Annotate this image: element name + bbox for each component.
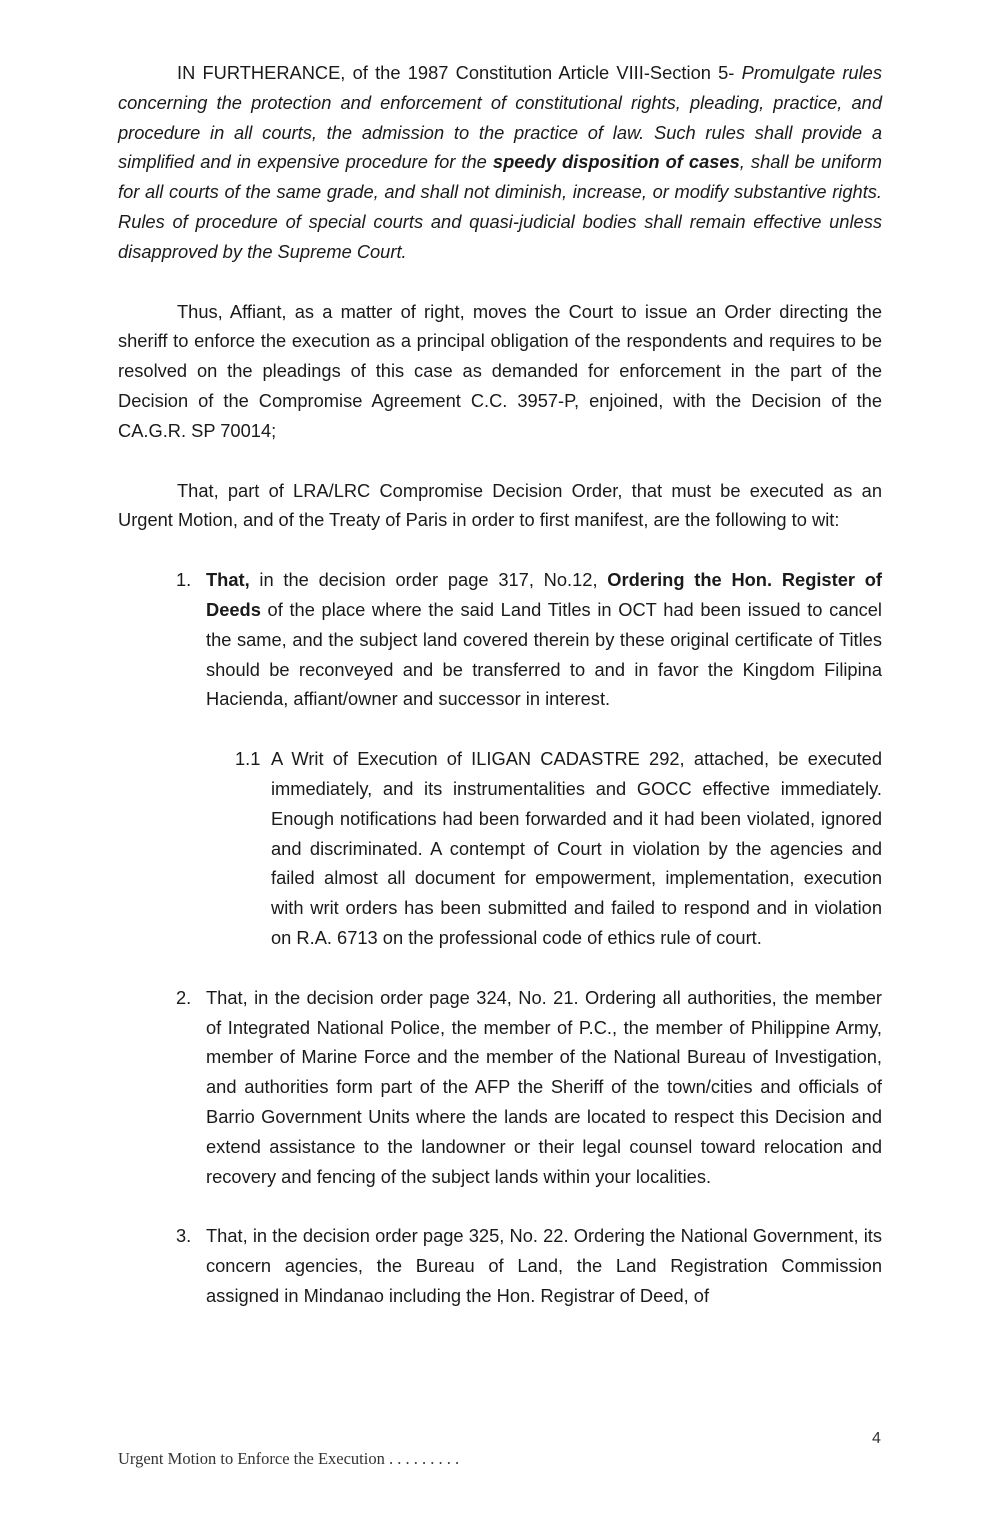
list-item-text: That, in the decision order page 325, No. 22. Ordering the National Government, its concern agencies, the Bureau of Land, the Land Registration Commission assigned in Mindanao including the Hon. Registrar of Deed, of xyxy=(206,1225,882,1306)
paragraph-compromise-order: That, part of LRA/LRC Compromise Decision Order, that must be executed as an Urgent Motion, and of the Treaty of Paris in order to first manifest, are the following to wit: xyxy=(118,479,882,531)
quoted-rule-text-end: , shall be uniform for all courts of the same grade, and shall not diminish, increase, or modify substantive rights. Rules of procedure of special courts and quasi-judicial bodies shall remain effective unless disapproved by the Supreme Court. xyxy=(118,151,882,262)
footer-title: Urgent Motion to Enforce the Execution . . . . . . . . . xyxy=(118,1449,460,1468)
list-item-text: That, in the decision order page 324, No. 21. Ordering all authorities, the member of Integrated National Police, the member of P.C., the member of Philippine Army, member of Marine Force and the member of the National Bureau of Investigation, and authorities form part of the AFP the Sheriff of the town/cities and officials of Barrio Government Units where the lands are located to respect this Decision and extend assistance to the landowner or their legal counsel toward relocation and recovery and fencing of the subject lands within your localities. xyxy=(206,986,882,1187)
quoted-rule-text: Promulgate rules concerning the protection and enforcement of constitutional rights, pleading, practice, and procedure in all courts, the admission to the practice of law. Such rules shall provide a simplified and in expensive procedure for the xyxy=(118,62,882,173)
page-number: 4 xyxy=(872,1430,881,1447)
list-item-number: 2. xyxy=(176,986,192,1008)
list-item-emphasis: Ordering the Hon. Register of Deeds xyxy=(206,569,882,620)
emphasis-speedy-disposition: speedy disposition of cases xyxy=(492,151,740,173)
list-item-text: in the decision order page 317, No.12, xyxy=(249,569,608,591)
document-body xyxy=(118,58,882,1311)
numbered-list xyxy=(118,565,882,1311)
list-item-text: of the place where the said Land Titles in OCT had been issued to cancel the same, and the subject land covered therein by these original certificate of Titles should be reconveyed and be transferred to and in favor the Kingdom Filipina Hacienda, affiant/owner and successor in interest. xyxy=(206,598,882,710)
list-item-lead: That, xyxy=(206,569,250,591)
paragraph-constitution xyxy=(118,58,882,267)
paragraph-affiant-motion: Thus, Affiant, as a matter of right, moves the Court to issue an Order directing the sheriff to enforce the execution as a principal obligation of the respondents and requires to be resolved on the pleadings of this case as demanded for enforcement in the part of the Decision of the Compromise Agreement C.C. 3957-P, enjoined, with the Decision of the CA.G.R. SP 70014; xyxy=(118,300,882,441)
list-item xyxy=(118,1221,882,1310)
list-item-number: 3. xyxy=(176,1225,192,1247)
list-item xyxy=(118,565,882,714)
list-item xyxy=(118,983,882,1192)
list-item-number: 1. xyxy=(176,569,192,591)
sub-list-item-text: A Writ of Execution of ILIGAN CADASTRE 292, attached, be executed immediately, and its instrumentalities and GOCC effective immediately. Enough notifications had been forwarded and it had been violated, ignored and discriminated. A contempt of Court in violation by the agencies and failed almost all document for empowerment, implementation, execution with writ orders has been submitted and failed to respond and in violation on R.A. 6713 on the professional code of ethics rule of court. xyxy=(271,748,882,948)
paragraph-lead: IN FURTHERANCE, of the 1987 Constitution Article VIII-Section 5- xyxy=(177,62,735,83)
sub-list-item xyxy=(118,744,882,953)
sub-list-item-number: 1.1 xyxy=(235,748,261,770)
